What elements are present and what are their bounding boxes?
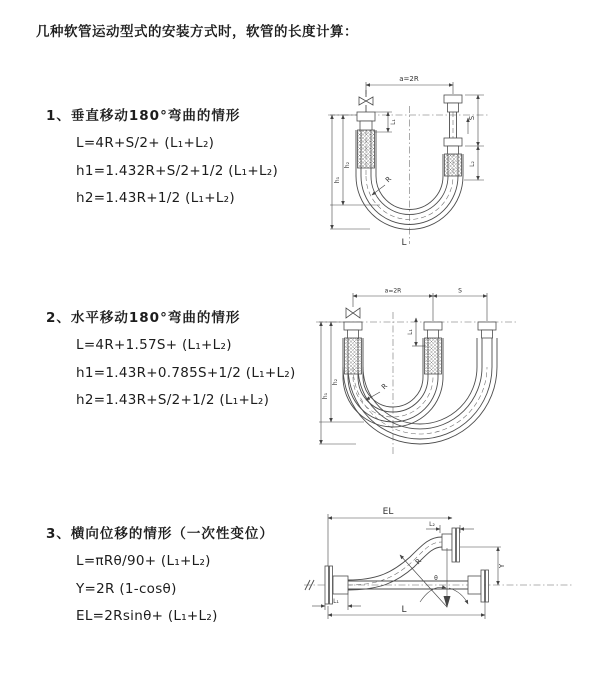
section-3-heading: 3、横向位移的情形（一次性变位） bbox=[46, 526, 274, 542]
braided-hose-left bbox=[358, 130, 375, 168]
dim-label-r: R bbox=[384, 175, 394, 185]
formula: L=πRθ/90+ (L₁+L₂) bbox=[76, 553, 211, 569]
section-1 bbox=[46, 104, 278, 213]
page-title: 几种软管运动型式的安装方式时，软管的长度计算： bbox=[36, 24, 358, 40]
dimension-a2r-s bbox=[353, 293, 487, 321]
section-2 bbox=[46, 306, 296, 415]
dim-label-l1: L₁ bbox=[333, 598, 339, 605]
lateral-displacement-diagram bbox=[300, 500, 600, 655]
formula: h1=1.43R+0.785S+1/2 (L₁+L₂) bbox=[76, 364, 296, 381]
formula: EL=2Rsinθ+ (L₁+L₂) bbox=[76, 608, 218, 624]
section-2-formulas bbox=[46, 332, 296, 415]
section-1-formulas bbox=[46, 130, 278, 213]
dim-label-l2: L₂ bbox=[469, 161, 476, 167]
valve-icon bbox=[346, 308, 360, 318]
dim-label-a2r: a=2R bbox=[399, 75, 419, 83]
dim-label-theta: θ bbox=[434, 575, 438, 582]
dim-label-h2: h₂ bbox=[332, 378, 339, 386]
left-fitting bbox=[357, 105, 375, 130]
braided-hose-right bbox=[445, 154, 462, 176]
formula: h2=1.43R+S/2+1/2 (L₁+L₂) bbox=[76, 392, 270, 408]
dim-label-l: L bbox=[401, 238, 407, 248]
braided-hose-middle bbox=[425, 338, 442, 374]
dim-label-y: Y bbox=[498, 563, 506, 569]
dim-label-l2: L₂ bbox=[429, 521, 435, 528]
horizontal-180-bend-diagram bbox=[316, 282, 586, 462]
dim-label-h1: h₁ bbox=[322, 392, 329, 400]
hose-s-curve bbox=[348, 537, 452, 590]
dim-label-l1: L₁ bbox=[390, 119, 397, 125]
dim-label-h2: h₂ bbox=[344, 161, 351, 169]
dim-label-l1: L₁ bbox=[407, 329, 414, 335]
section-3-formulas bbox=[46, 548, 274, 631]
formula: L=4R+1.57S+ (L₁+L₂) bbox=[76, 337, 232, 353]
angle-theta-arcs bbox=[420, 587, 468, 608]
vertical-180-bend-diagram bbox=[328, 68, 533, 263]
dim-label-a2r: a=2R bbox=[384, 287, 402, 295]
fittings bbox=[344, 322, 496, 338]
formula: h1=1.432R+S/2+1/2 (L₁+L₂) bbox=[76, 162, 279, 179]
dimension-a2r bbox=[366, 82, 453, 94]
dim-label-r: R bbox=[413, 557, 424, 567]
dim-label-el: EL bbox=[382, 507, 394, 517]
section-1-heading: 1、垂直移动180°弯曲的情形 bbox=[46, 108, 241, 124]
dim-label-h1: h₁ bbox=[334, 176, 341, 184]
dim-label-s: S bbox=[458, 287, 462, 295]
formula: L=4R+S/2+ (L₁+L₂) bbox=[76, 135, 215, 151]
displaced-flange bbox=[442, 528, 460, 562]
dim-label-r: R bbox=[380, 382, 390, 392]
dim-label-l: L bbox=[401, 605, 407, 615]
section-3 bbox=[46, 522, 274, 631]
dim-label-s: S bbox=[468, 115, 476, 121]
braided-hose-left bbox=[345, 338, 362, 374]
section-2-heading: 2、水平移动180°弯曲的情形 bbox=[46, 310, 241, 326]
formula: h2=1.43R+1/2 (L₁+L₂) bbox=[76, 190, 235, 206]
formula: Y=2R (1-cosθ) bbox=[76, 580, 177, 597]
